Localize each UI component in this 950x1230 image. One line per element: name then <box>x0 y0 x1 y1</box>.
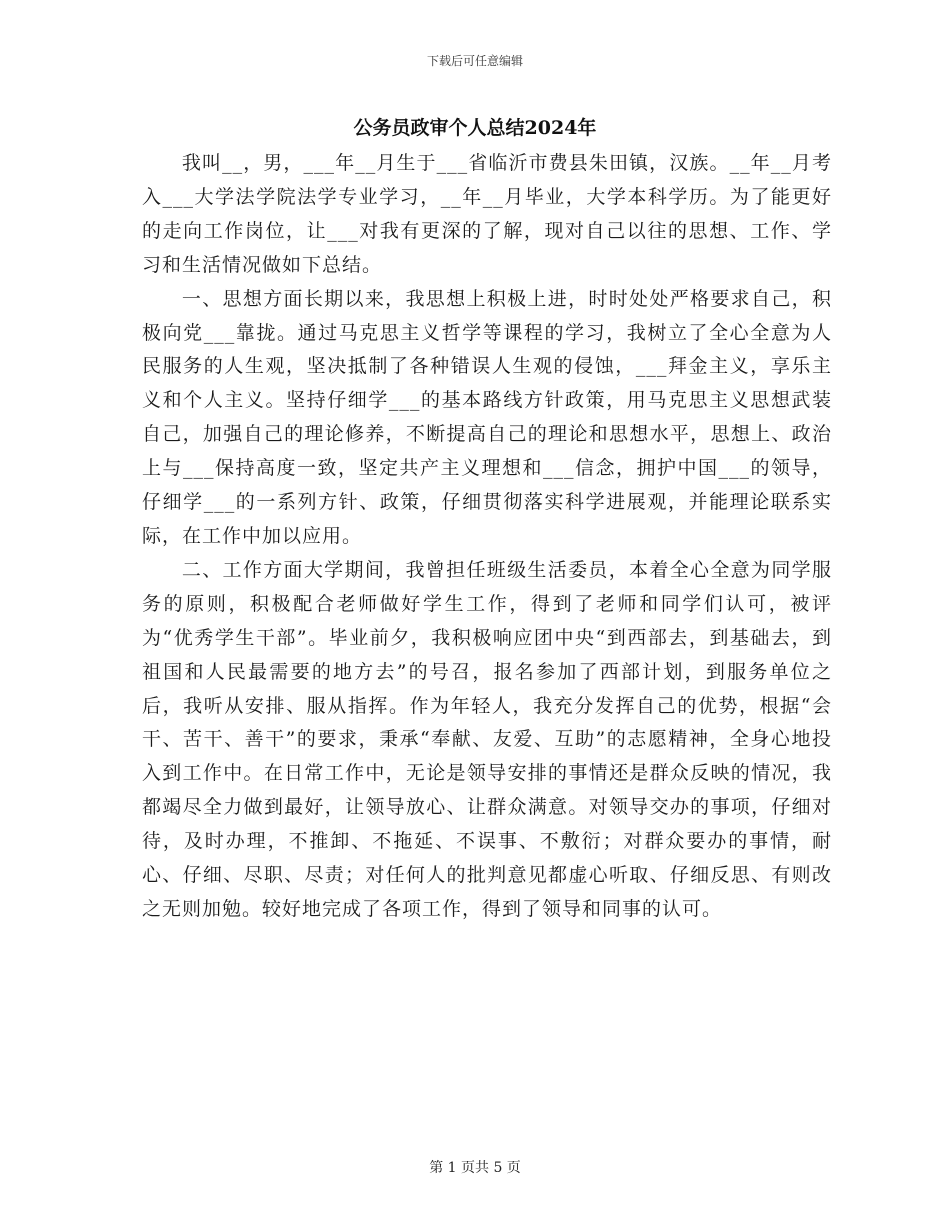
document-title: 公务员政审个人总结2024年 <box>353 117 597 139</box>
page-header-note: 下载后可任意编辑 <box>426 54 523 68</box>
page-number: 第 1 页共 5 页 <box>429 1160 521 1176</box>
paragraph-work: 二、工作方面大学期间，我曾担任班级生活委员，本着全心全意为同学服务的原则，积极配合老师做好学生工作，得到了老师和同学们认可，被评为“优秀学生干部”。毕业前夕，我积极响应团中央“到西部去，到基础去，到祖国和人民最需要的地方去”的号召，报名参加了西部计划，到服务单位之后，我听从安排、服从指挥。作为年轻人，我充分发挥自己的优势，根据“会干、苦干、善干”的要求，秉承“奉献、友爱、互助”的志愿精神，全身心地投入到工作中。在日常工作中，无论是领导安排的事情还是群众反映的情况，我都竭尽全力做到最好，让领导放心、让群众满意。对领导交办的事项，仔细对待，及时办理，不推卸、不拖延、不误事、不敷衍；对群众要办的事情，耐心、仔细、尽职、尽责；对任何人的批判意见都虚心听取、仔细反思、有则改之无则加勉。较好地完成了各项工作，得到了领导和同事的认可。 <box>142 558 832 920</box>
document-body <box>142 147 832 927</box>
paragraph-ideology: 一、思想方面长期以来，我思想上积极上进，时时处处严格要求自己，积极向党___靠拢。通过马克思主义哲学等课程的学习，我树立了全心全意为人民服务的人生观，坚决抵制了各种错误人生观的侵蚀，___拜金主义，享乐主义和个人主义。坚持仔细学___的基本路线方针政策，用马克思主义思想武装自己，加强自己的理论修养，不断提高自己的理论和思想水平，思想上、政治上与___保持高度一致，坚定共产主义理想和___信念，拥护中国___的领导，仔细学___的一系列方针、政策，仔细贯彻落实科学进展观，并能理论联系实际，在工作中加以应用。 <box>142 287 832 547</box>
paragraph-intro: 我叫__，男，___年__月生于___省临沂市费县朱田镇，汉族。__年__月考入___大学法学院法学专业学习，__年__月毕业，大学本科学历。为了能更好的走向工作岗位，让___对我有更深的了解，现对自己以往的思想、工作、学习和生活情况做如下总结。 <box>142 152 832 276</box>
